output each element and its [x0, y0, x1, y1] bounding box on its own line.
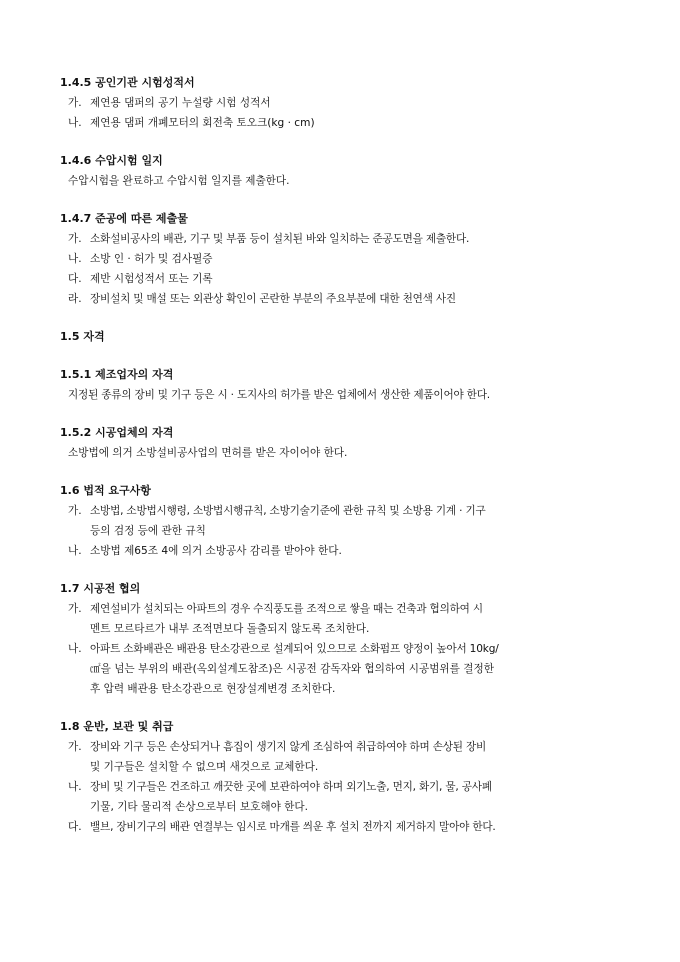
- item-marker: 나.: [68, 781, 82, 793]
- item-text-cont: 등의 검정 등에 관한 규칙: [90, 525, 206, 537]
- section-1-4-6: [60, 151, 630, 191]
- section-heading: 1.7 시공전 협의: [60, 582, 141, 595]
- item-marker: 가.: [68, 505, 82, 517]
- section-1-7: [60, 579, 630, 699]
- section-heading: 1.6 법적 요구사항: [60, 484, 151, 497]
- item-text: 제연용 댐퍼 개폐모터의 회전축 토오크(kg · cm): [90, 117, 315, 129]
- item-text-cont: 후 압력 배관용 탄소강관으로 현장설계변경 조치한다.: [90, 683, 336, 695]
- section-heading: 1.4.6 수압시험 일지: [60, 154, 163, 167]
- item-text-cont: 멘트 모르타르가 내부 조적면보다 돌출되지 않도록 조치한다.: [90, 623, 370, 635]
- item-text: 제연용 댐퍼의 공기 누설량 시험 성적서: [90, 97, 271, 109]
- list-item: [68, 249, 630, 269]
- item-marker: 다.: [68, 273, 82, 285]
- item-text: 밸브, 장비기구의 배관 연결부는 임시로 마개를 씌운 후 설치 전까지 제거하지 말아야 한다.: [90, 821, 496, 833]
- item-text: 소방법, 소방법시행령, 소방법시행규칙, 소방기술기준에 관한 규칙 및 소방용 기계 · 기구: [90, 505, 486, 517]
- body-text: 소방법에 의거 소방설비공사업의 면허를 받은 자이어야 한다.: [68, 447, 348, 459]
- body-text: 지정된 종류의 장비 및 기구 등은 시 · 도지사의 허가를 받은 업체에서 생산한 제품이어야 한다.: [68, 389, 490, 401]
- item-text: 장비와 기구 등은 손상되거나 흠집이 생기지 않게 조심하여 취급하여야 하며 손상된 장비: [90, 741, 487, 753]
- item-text: 제반 시험성적서 또는 기록: [90, 273, 213, 285]
- list-item: [68, 777, 630, 817]
- item-text: 소방법 제65조 4에 의거 소방공사 감리를 받아야 한다.: [90, 545, 342, 557]
- list-item: [68, 817, 630, 837]
- section-1-4-7: [60, 209, 630, 309]
- item-text-cont: 기물, 기타 물리적 손상으로부터 보호해야 한다.: [90, 801, 309, 813]
- section-heading: 1.8 운반, 보관 및 취급: [60, 720, 174, 733]
- item-text: 장비 및 기구들은 건조하고 깨끗한 곳에 보관하여야 하며 외기노출, 먼지, 화기, 물, 공사폐: [90, 781, 492, 793]
- item-marker: 나.: [68, 545, 82, 557]
- section-1-4-5: [60, 73, 630, 133]
- section-1-5-2: [60, 423, 630, 463]
- item-marker: 나.: [68, 643, 82, 655]
- section-heading: 1.5 자격: [60, 330, 105, 343]
- section-1-8: [60, 717, 630, 837]
- item-text: 소화설비공사의 배관, 기구 및 부품 등이 설치된 바와 일치하는 준공도면을 제출한다.: [90, 233, 470, 245]
- section-heading: 1.5.2 시공업체의 자격: [60, 426, 174, 439]
- section-heading: 1.4.5 공인기관 시험성적서: [60, 76, 195, 89]
- list-item: [68, 737, 630, 777]
- list-item: [68, 599, 630, 639]
- item-marker: 가.: [68, 741, 82, 753]
- item-text: 아파트 소화배관은 배관용 탄소강관으로 설계되어 있으므로 소화펌프 양정이 높아서 10kg/: [90, 643, 499, 655]
- item-marker: 가.: [68, 97, 82, 109]
- item-marker: 나.: [68, 253, 82, 265]
- list-item: [68, 289, 630, 309]
- item-marker: 다.: [68, 821, 82, 833]
- item-text: 제연설비가 설치되는 아파트의 경우 수직풍도를 조적으로 쌓을 때는 건축과 협의하여 시: [90, 603, 483, 615]
- list-item: [68, 639, 630, 699]
- section-1-5-1: [60, 365, 630, 405]
- list-item: [68, 541, 630, 561]
- body-text: 수압시험을 완료하고 수압시험 일지를 제출한다.: [68, 175, 290, 187]
- item-marker: 나.: [68, 117, 82, 129]
- item-marker: 가.: [68, 233, 82, 245]
- item-marker: 라.: [68, 293, 82, 305]
- document-page: [60, 73, 630, 855]
- list-item: [68, 501, 630, 541]
- item-marker: 가.: [68, 603, 82, 615]
- list-item: [68, 113, 630, 133]
- list-item: [68, 269, 630, 289]
- item-text-cont: 및 기구들은 설치할 수 없으며 새것으로 교체한다.: [90, 761, 319, 773]
- section-1-5: [60, 327, 630, 347]
- item-text: 장비설치 및 매설 또는 외관상 확인이 곤란한 부분의 주요부분에 대한 천연색 사진: [90, 293, 456, 305]
- item-text-cont: ㎠을 넘는 부위의 배관(옥외설계도참조)은 시공전 감독자와 협의하여 시공범위를 결정한: [90, 663, 494, 675]
- section-heading: 1.5.1 제조업자의 자격: [60, 368, 174, 381]
- item-text: 소방 인 · 허가 및 검사필증: [90, 253, 213, 265]
- section-1-6: [60, 481, 630, 561]
- section-heading: 1.4.7 준공에 따른 제출물: [60, 212, 188, 225]
- list-item: [68, 229, 630, 249]
- list-item: [68, 93, 630, 113]
